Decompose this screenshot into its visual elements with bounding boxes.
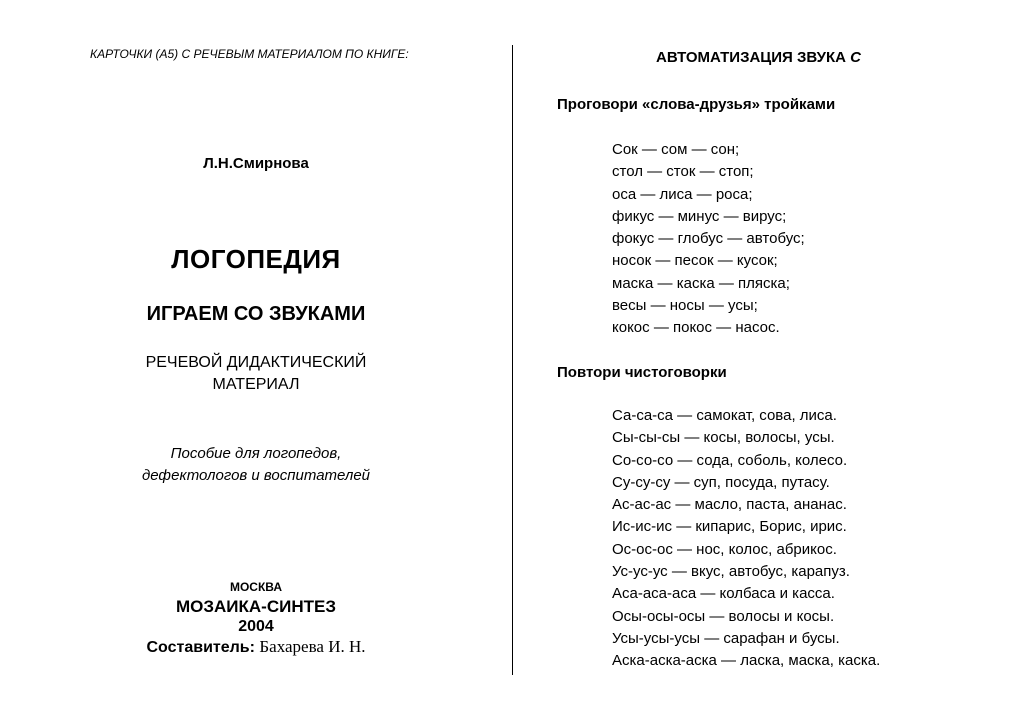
list-item: Со-со-со — сода, соболь, колесо.: [612, 451, 848, 469]
list-item: фикус — минус — вирус;: [612, 207, 787, 225]
list-item: Аска-аска-аска — ласка, маска, каска.: [612, 652, 881, 670]
list-item: Ас-ас-ас — масло, паста, ананас.: [612, 496, 847, 514]
list-item: оса — лиса — роса;: [612, 185, 753, 203]
list-item: Сок — сом — сон;: [612, 141, 740, 158]
list-item: Ус-ус-ус — вкус, автобус, карапуз.: [612, 563, 850, 581]
word-triples-list: [612, 139, 805, 340]
list-item: Су-су-су — суп, посуда, путасу.: [612, 473, 830, 491]
section-heading-tongue-twisters: Повтори чистоговорки: [557, 364, 727, 381]
publisher-house: МОЗАИКА-СИНТЕЗ: [176, 597, 336, 616]
publisher-block: [0, 577, 512, 658]
list-item: Сы-сы-сы — косы, волосы, усы.: [612, 429, 835, 447]
right-page: [515, 0, 1024, 725]
list-item: Ис-ис-ис — кипарис, Борис, ирис.: [612, 518, 847, 536]
book-audience: [0, 443, 512, 487]
card-title-letter: С: [850, 49, 861, 66]
publication-year: 2004: [238, 618, 274, 635]
compiler: [0, 637, 512, 658]
list-item: Осы-осы-осы — волосы и косы.: [612, 607, 835, 625]
list-item: стол — сток — стоп;: [612, 163, 754, 181]
compiler-name: Бахарева И. Н.: [259, 637, 366, 656]
page-divider: [512, 45, 513, 675]
audience-line: Пособие для логопедов,: [170, 445, 342, 462]
audience-line: дефектологов и воспитателей: [141, 467, 371, 484]
list-item: фокус — глобус — автобус;: [612, 230, 805, 248]
list-item: Аса-аса-аса — колбаса и касса.: [612, 585, 835, 603]
header-note: КАРТОЧКИ (А5) С РЕЧЕВЫМ МАТЕРИАЛОМ ПО КНИГЕ:: [90, 47, 409, 61]
compiler-label: Составитель:: [146, 639, 255, 656]
list-item: весы — носы — усы;: [612, 297, 758, 315]
list-item: носок — песок — кусок;: [612, 252, 778, 270]
list-item: маска — каска — пляска;: [612, 274, 790, 292]
description-line: РЕЧЕВОЙ ДИДАКТИЧЕСКИЙ: [145, 354, 367, 371]
list-item: Ос-ос-ос — нос, колос, абрикос.: [612, 540, 837, 558]
book-subtitle: ИГРАЕМ СО ЗВУКАМИ: [146, 303, 366, 325]
card-title-prefix: АВТОМАТИЗАЦИЯ ЗВУКА: [656, 49, 846, 66]
tongue-twisters-list: [612, 405, 880, 673]
author: Л.Н.Смирнова: [203, 155, 309, 172]
publisher-city: МОСКВА: [229, 580, 283, 594]
description-line: МАТЕРИАЛ: [212, 376, 300, 393]
list-item: Са-са-са — самокат, сова, лиса.: [612, 407, 837, 424]
list-item: Усы-усы-усы — сарафан и бусы.: [612, 629, 840, 647]
book-description: [0, 352, 512, 396]
book-title: ЛОГОПЕДИЯ: [171, 244, 341, 274]
section-heading-triples: Проговори «слова-друзья» тройками: [557, 96, 836, 113]
card-title: [656, 49, 861, 66]
list-item: кокос — покос — насос.: [612, 319, 780, 337]
